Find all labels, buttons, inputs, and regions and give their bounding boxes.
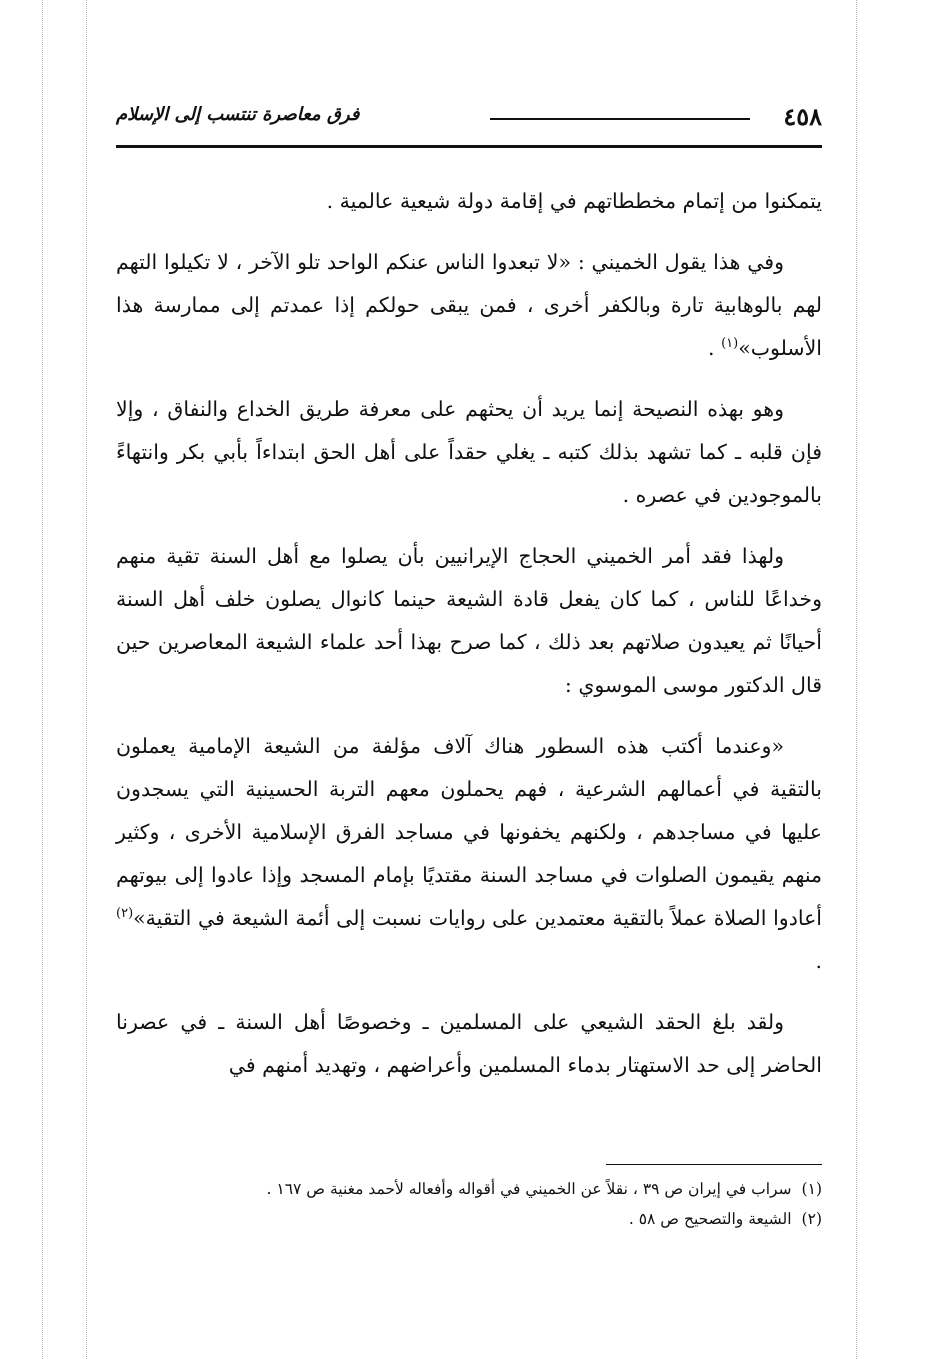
body-text [116,180,822,1105]
footnote-number: (١) [801,1180,822,1198]
header-divider [490,118,750,120]
footnote [116,1174,822,1204]
footnotes [116,1174,822,1234]
paragraph: ولقد بلغ الحقد الشيعي على المسلمين ـ وخصوصًا أهل السنة ـ في عصرنا الحاضر إلى حد الاستهتار بدماء المسلمين وأعراضهم ، وتهديد أمنهم في [116,1010,822,1077]
footnote-separator [606,1164,822,1165]
margin-dotted-line [856,0,857,1359]
running-title: فرق معاصرة تنتسب إلى الإسلام [116,104,360,125]
header-rule [116,145,822,148]
footnote-reference: (١) [721,336,739,352]
footnote-reference: (٢) [116,906,134,922]
paragraph: ولهذا فقد أمر الخميني الحجاج الإيرانيين بأن يصلوا مع أهل السنة تقية منهم وخداعًا للناس ، كما كان يفعل قادة الشيعة حينما كانوال يصلون خلف أهل السنة أحيانًا ثم يعيدون صلاتهم بعد ذلك ، كما صرح بهذا أحد علماء الشيعة المعاصرين حين قال الدكتور موسى الموسوي : [116,544,822,697]
margin-dotted-line [86,0,87,1359]
paragraph: «وعندما أكتب هذه السطور هناك آلاف مؤلفة من الشيعة الإمامية يعملون بالتقية في أعمالهم الشرعية ، فهم يحملون معهم التربة الحسينية التي يسجدون عليها في مساجدهم ، ولكنهم يخفونها في مساجد الفرق الإسلامية الأخرى ، وكثير منهم يقيمون الصلوات في مساجد السنة مقتديًا بإمام المسجد وإذا عادوا إلى بيوتهم أعادوا الصلاة عملاً بالتقية معتمدين على روايات نسبت إلى أئمة الشيعة في التقية»$^{(٢)}$ . [116,734,822,973]
footnote-number: (٢) [801,1210,822,1228]
footnote-text: سراب في إيران ص ٣٩ ، نقلاً عن الخميني في أقواله وأفعاله لأحمد مغنية ص ١٦٧ . [266,1180,792,1198]
paragraph: وفي هذا يقول الخميني : «لا تبعدوا الناس عنكم الواحد تلو الآخر ، لا تكيلوا التهم لهم بالوهابية تارة وبالكفر أخرى ، فمن يبقى حولكم إذا عمدتم إلى ممارسة هذا الأسلوب»$^{(١)}$ . [116,250,822,360]
margin-dotted-line [42,0,43,1359]
page-header [116,100,822,136]
footnote [116,1204,822,1234]
paragraph: يتمكنوا من إتمام مخططاتهم في إقامة دولة شيعية عالمية . [326,189,822,213]
footnote-text: الشيعة والتصحيح ص ٥٨ . [628,1210,792,1228]
paragraph: وهو بهذه النصيحة إنما يريد أن يحثهم على معرفة طريق الخداع والنفاق ، وإلا فإن قلبه ـ كما تشهد بذلك كتبه ـ يغلي حقداً على أهل الحق ابتداءاً بأبي بكر وانتهاءً بالموجودين في عصره . [116,397,822,507]
page-number: ٤٥٨ [783,102,822,131]
